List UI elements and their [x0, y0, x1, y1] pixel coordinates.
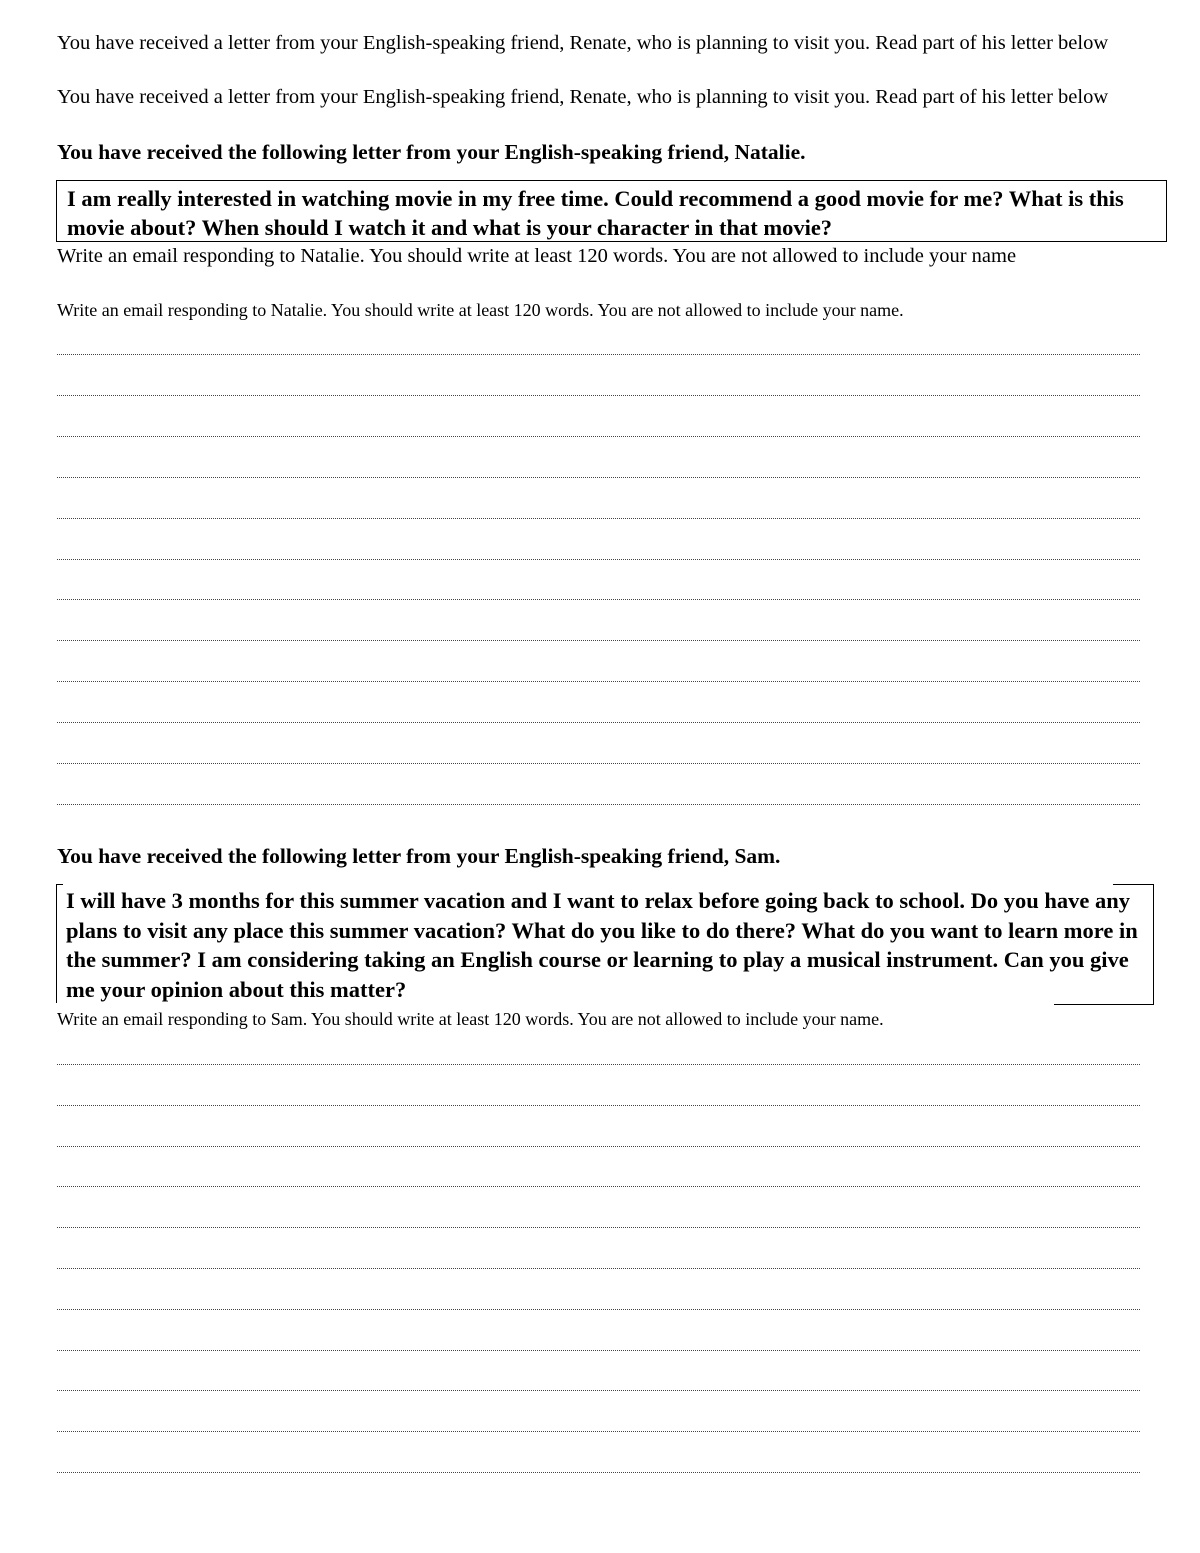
answer-line[interactable] — [57, 1472, 1140, 1473]
answer-line[interactable] — [57, 1227, 1140, 1228]
answer-line[interactable] — [57, 1186, 1140, 1187]
task-1-letter-text: I am really interested in watching movie in my free time. Could recommend a good movie for me? What is this movie about? When should I watch it and what is your character in that movie? — [67, 186, 1124, 240]
task-2-instruction: Write an email responding to Sam. You should write at least 120 words. You are not allowed to include your name. — [57, 1009, 884, 1029]
task-2-letter-box — [56, 884, 1154, 1004]
answer-line[interactable] — [57, 1064, 1140, 1065]
answer-line[interactable] — [57, 477, 1140, 478]
answer-line[interactable] — [57, 1309, 1140, 1310]
task-1-instruction-1: Write an email responding to Natalie. You should write at least 120 words. You are not allowed to include your name — [57, 245, 1017, 267]
answer-line[interactable] — [57, 804, 1140, 805]
task-1-heading: You have received the following letter from your English-speaking friend, Natalie. — [57, 140, 806, 164]
task-2-box-top-right-corner — [1113, 884, 1154, 905]
answer-line[interactable] — [57, 722, 1140, 723]
task-1-letter-box — [56, 180, 1167, 242]
answer-line[interactable] — [57, 1431, 1140, 1432]
task-2-letter-text: I will have 3 months for this summer vacation and I want to relax before going back to school. Do you have any plans to visit any place this summer vacation? What do you like to do there? What do you want to learn more in the summer? I am considering taking an English course or learning to play a musical instrument. Can you give me your opinion about this matter? — [66, 888, 1138, 1002]
answer-line[interactable] — [57, 354, 1140, 355]
answer-line[interactable] — [57, 763, 1140, 764]
answer-line[interactable] — [57, 395, 1140, 396]
task-2-box-bottom-right-edge — [1054, 1004, 1154, 1005]
answer-line[interactable] — [57, 1105, 1140, 1106]
answer-line[interactable] — [57, 1146, 1140, 1147]
task-2-box-left-bracket — [56, 884, 63, 1003]
answer-line[interactable] — [57, 1390, 1140, 1391]
task-1-instruction-2: Write an email responding to Natalie. You should write at least 120 words. You are not allowed to include your name. — [57, 300, 904, 320]
answer-line[interactable] — [57, 599, 1140, 600]
answer-line[interactable] — [57, 1268, 1140, 1269]
intro-paragraph-1: You have received a letter from your English-speaking friend, Renate, who is planning to visit you. Read part of his letter below — [57, 32, 1109, 54]
answer-line[interactable] — [57, 559, 1140, 560]
task-2-box-right-edge — [1153, 902, 1154, 1004]
answer-line[interactable] — [57, 518, 1140, 519]
intro-paragraph-2: You have received a letter from your English-speaking friend, Renate, who is planning to visit you. Read part of his letter below — [57, 86, 1109, 108]
answer-line[interactable] — [57, 681, 1140, 682]
answer-line[interactable] — [57, 436, 1140, 437]
answer-line[interactable] — [57, 1350, 1140, 1351]
answer-line[interactable] — [57, 640, 1140, 641]
task-2-heading: You have received the following letter from your English-speaking friend, Sam. — [57, 844, 781, 868]
